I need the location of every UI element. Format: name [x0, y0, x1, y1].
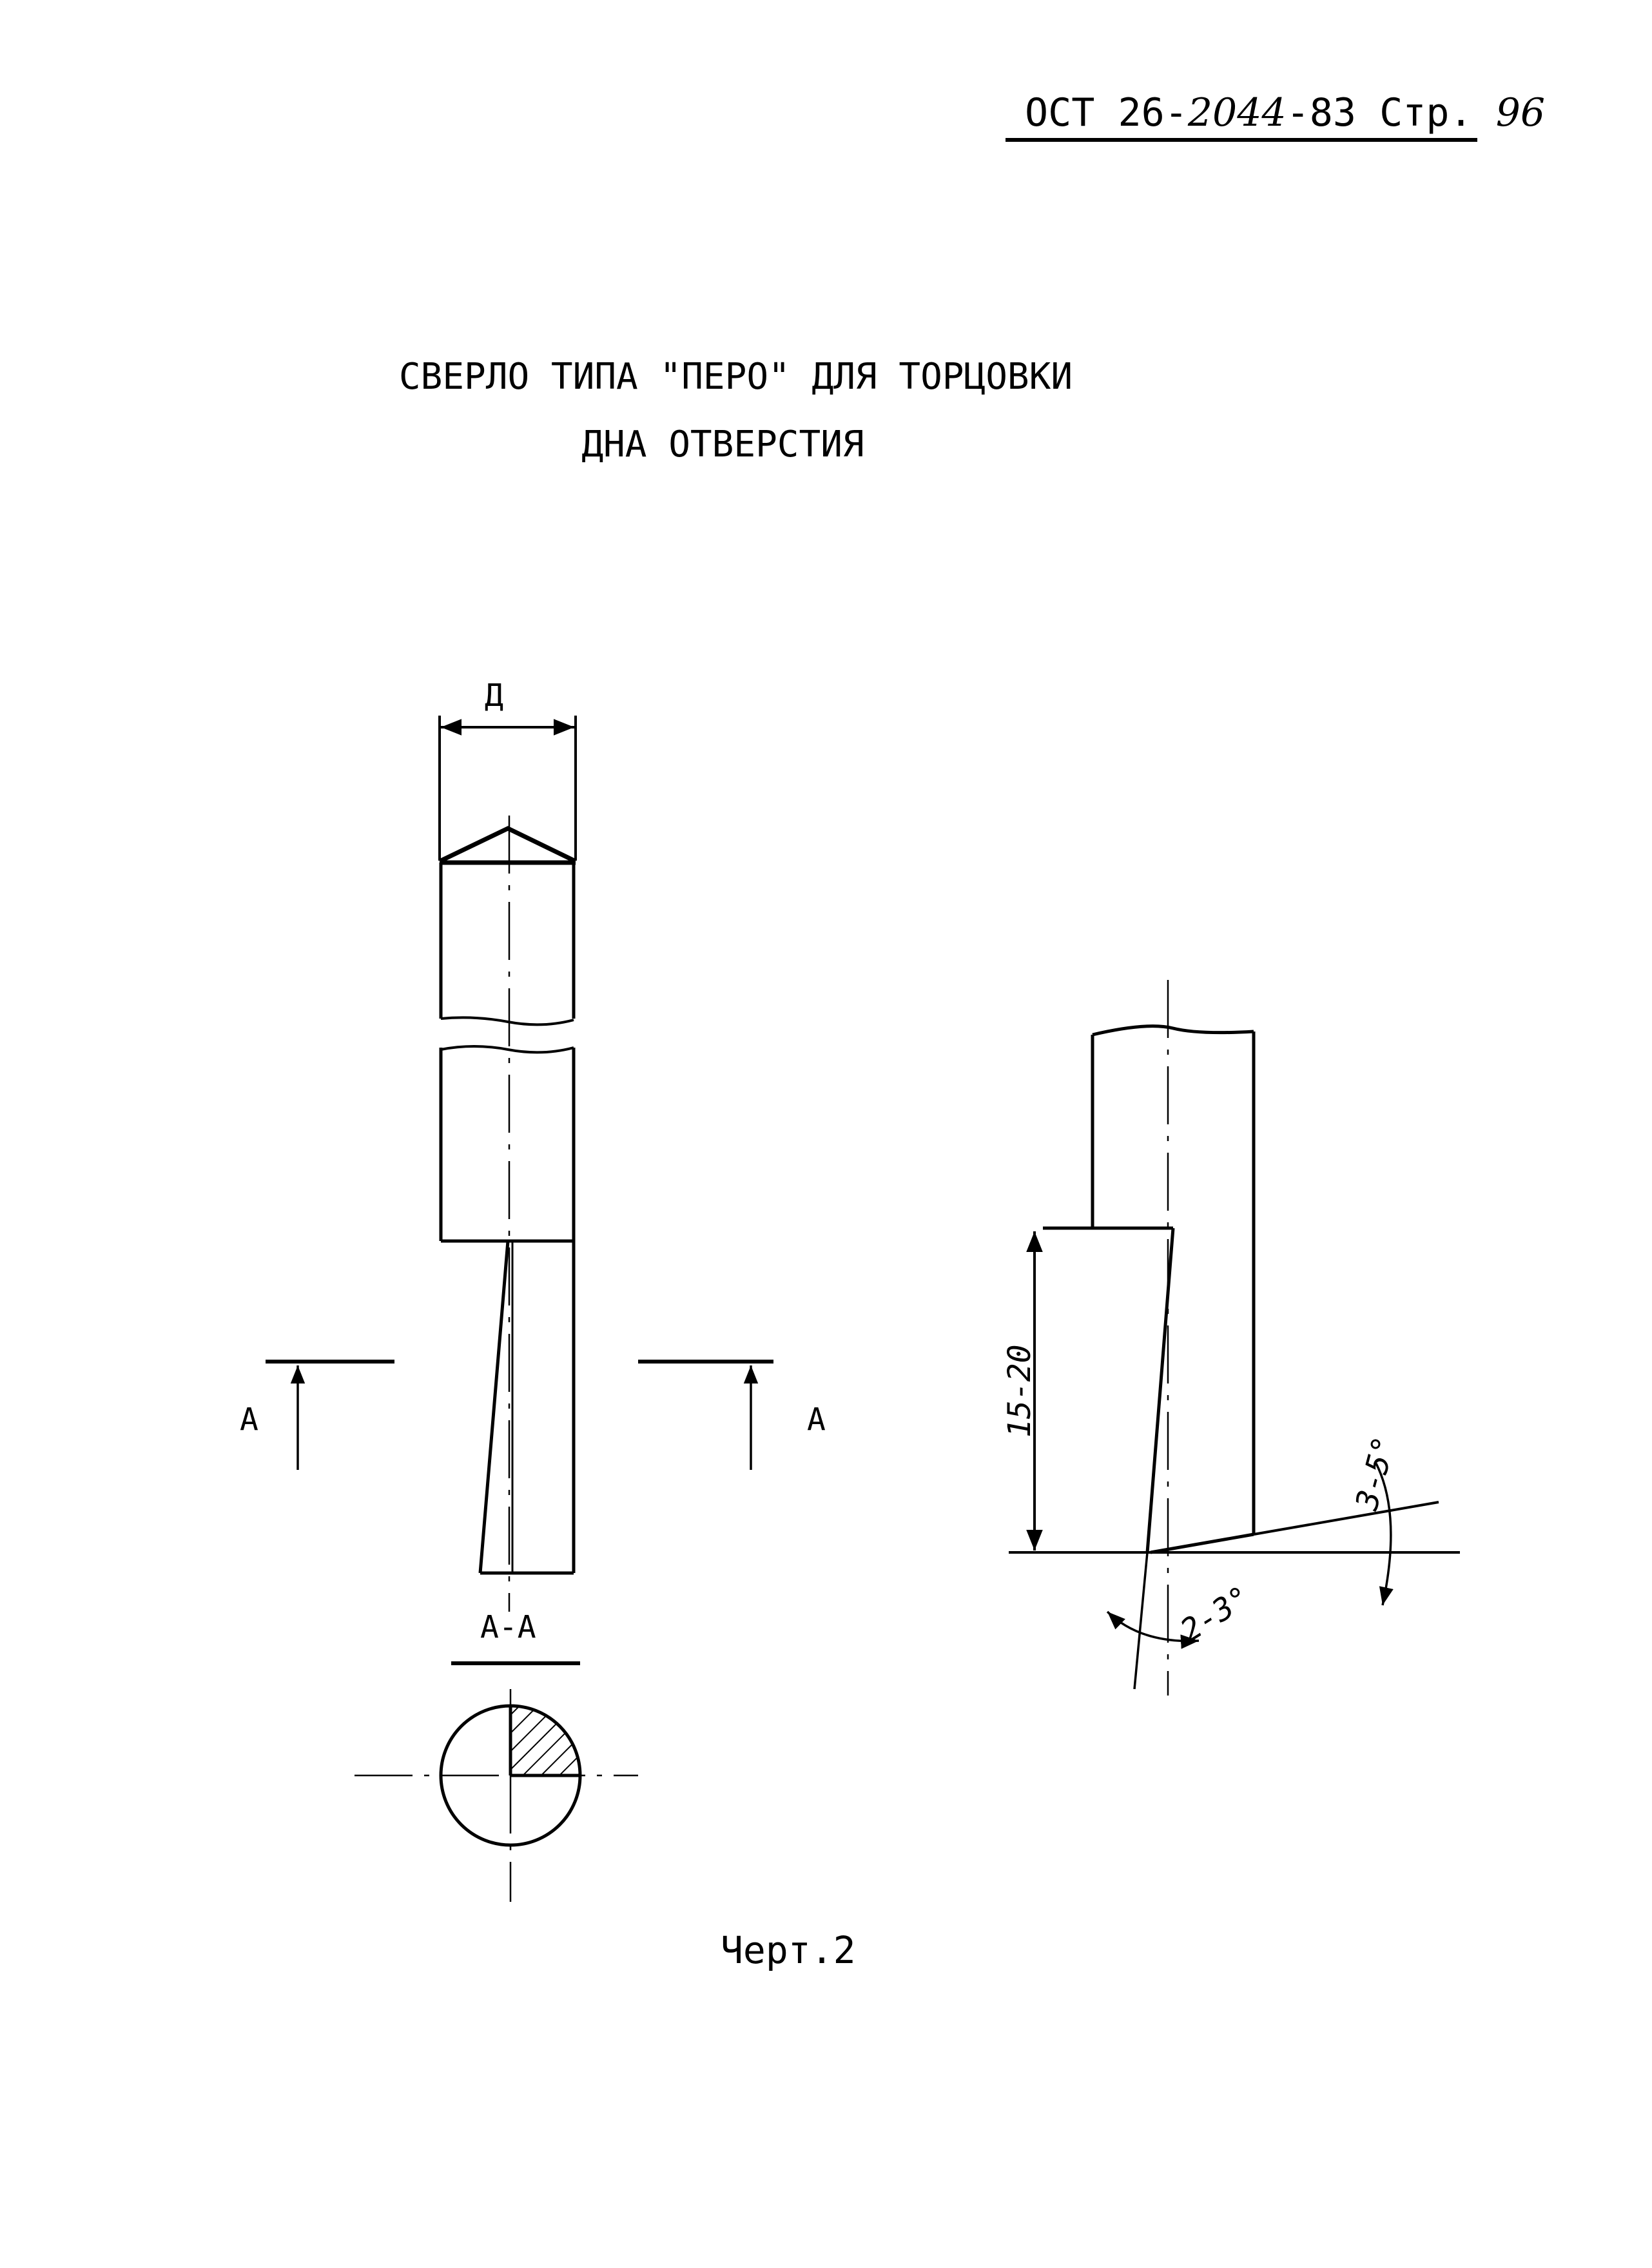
- drill-front-view: [240, 678, 826, 1612]
- dimension-d-label: Д: [485, 678, 503, 714]
- section-a-a: [355, 1609, 638, 1902]
- relief-angle-label: 3-5°: [1348, 1432, 1403, 1514]
- drill-side-view: [1002, 980, 1460, 1696]
- header-number: 2044: [1187, 90, 1287, 135]
- title-line-2: ДНА ОТВЕРСТИЯ: [581, 424, 864, 465]
- title-line-1: СВЕРЛО ТИПА "ПЕРО" ДЛЯ ТОРЦОВКИ: [398, 356, 1073, 398]
- figure-caption: Черт.2: [721, 1928, 856, 1972]
- section-title: А-А: [480, 1609, 536, 1645]
- taper-angle-label: 2-3°: [1174, 1579, 1257, 1650]
- dim-height-label: 15-20: [1002, 1344, 1038, 1438]
- header-page-number: 96: [1495, 90, 1546, 135]
- section-mark-left: А: [240, 1402, 258, 1438]
- section-mark-right: А: [807, 1402, 826, 1438]
- header-suffix: -83 Стр.: [1286, 90, 1473, 135]
- header-prefix: ОСТ 26-: [1025, 90, 1188, 135]
